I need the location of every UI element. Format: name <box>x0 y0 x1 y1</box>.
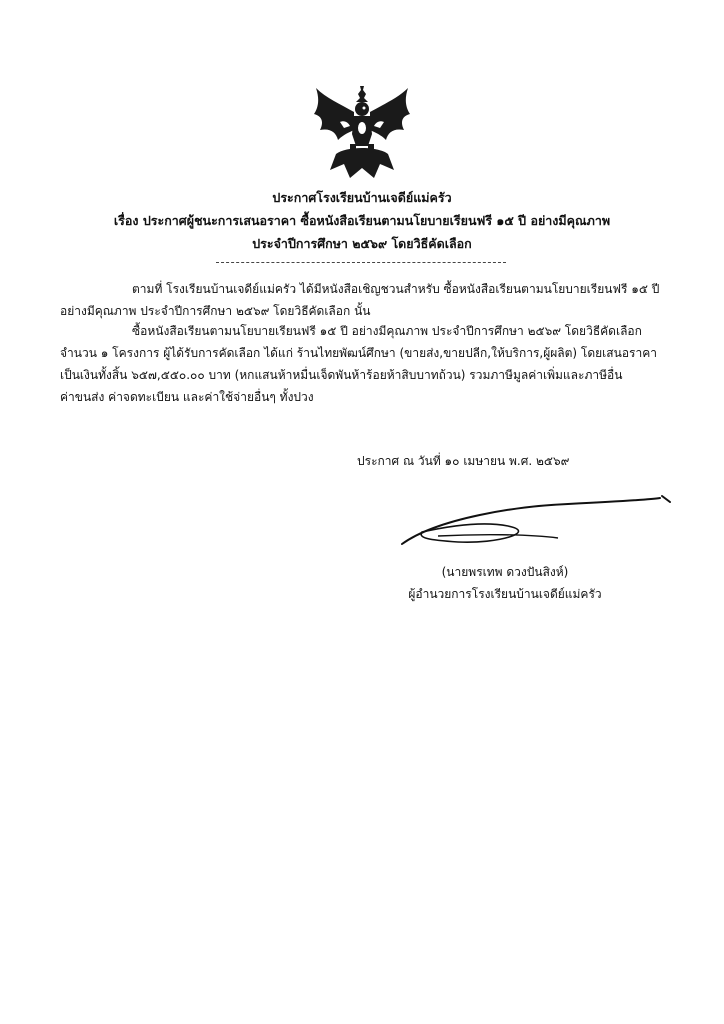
paragraph-invitation <box>60 278 672 322</box>
handwritten-signature <box>398 488 688 558</box>
garuda-emblem-icon <box>310 84 414 184</box>
divider-line <box>216 262 506 263</box>
paragraph-line: เป็นเงินทั้งสิ้น ๖๕๗,๕๕๐.๐๐ บาท (หกแสนห้าหมื่นเจ็ดพันห้าร้อยห้าสิบบาทถ้วน) รวมภาษีมูลค่าเพิ่มและภาษีอื่น <box>60 368 623 382</box>
paragraph-line: ค่าขนส่ง ค่าจดทะเบียน และค่าใช้จ่ายอื่นๆ ทั้งปวง <box>60 390 314 404</box>
announcement-title: ประกาศโรงเรียนบ้านเจดีย์แม่ครัว <box>272 190 452 205</box>
paragraph-line: ตามที่ โรงเรียนบ้านเจดีย์แม่ครัว ได้มีหนังสือเชิญชวนสำหรับ ซื้อหนังสือเรียนตามนโยบายเรียนฟรี ๑๕ ปี <box>132 282 660 296</box>
signer-title: ผู้อำนวยการโรงเรียนบ้านเจดีย์แม่ครัว <box>408 587 602 601</box>
announcement-subject: เรื่อง ประกาศผู้ชนะการเสนอราคา ซื้อหนังสือเรียนตามนโยบายเรียนฟรี ๑๕ ปี อย่างมีคุณภาพ <box>113 213 611 228</box>
announcement-subject-continued: ประจำปีการศึกษา ๒๕๖๙ โดยวิธีคัดเลือก <box>252 236 472 251</box>
signer-name: (นายพรเทพ ดวงปันสิงห์) <box>441 565 569 579</box>
paragraph-line: จำนวน ๑ โครงการ ผู้ได้รับการคัดเลือก ได้แก่ ร้านไทยพัฒน์ศึกษา (ขายส่ง,ขายปลีก,ให้บริการ,ผู้ผลิต) โดยเสนอราคา <box>60 346 657 360</box>
announcement-date: ประกาศ ณ วันที่ ๑๐ เมษายน พ.ศ. ๒๕๖๙ <box>357 454 570 468</box>
paragraph-winner <box>60 320 672 408</box>
paragraph-line: อย่างมีคุณภาพ ประจำปีการศึกษา ๒๕๖๙ โดยวิธีคัดเลือก นั้น <box>60 304 371 318</box>
paragraph-line: ซื้อหนังสือเรียนตามนโยบายเรียนฟรี ๑๕ ปี อย่างมีคุณภาพ ประจำปีการศึกษา ๒๕๖๙ โดยวิธีคัดเลือก <box>132 324 642 338</box>
